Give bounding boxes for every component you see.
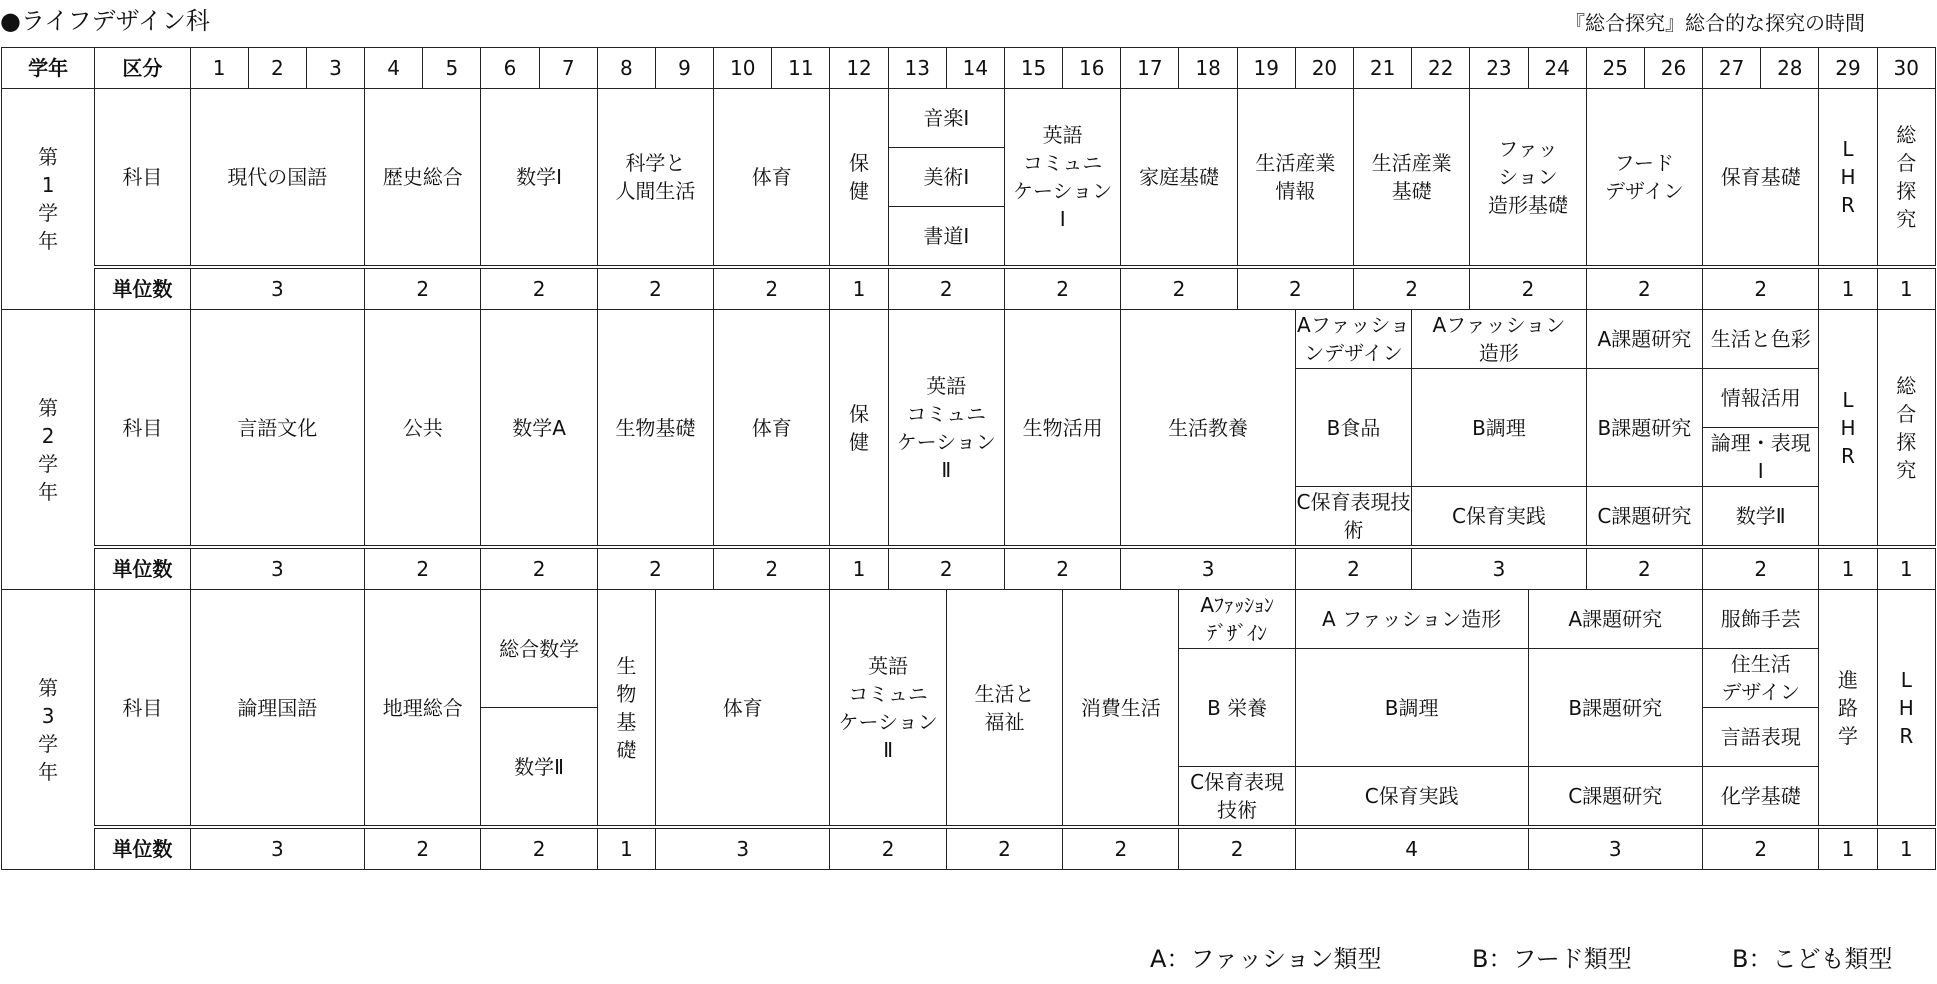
unit-value: 3 bbox=[1121, 547, 1296, 590]
unit-value: 1 bbox=[830, 267, 888, 310]
subject-cell: 数学Ⅱ bbox=[1703, 487, 1819, 548]
col-number: 19 bbox=[1237, 48, 1295, 89]
unit-value: 2 bbox=[714, 547, 830, 590]
subject-cell: 書道Ⅰ bbox=[888, 207, 1004, 268]
unit-value: 2 bbox=[365, 547, 481, 590]
unit-value: 2 bbox=[365, 827, 481, 870]
subject-cell: C保育表現技 術 bbox=[1295, 487, 1411, 548]
subject-cell: C課題研究 bbox=[1586, 487, 1702, 548]
unit-value: 2 bbox=[1703, 267, 1819, 310]
legend-b: B：フード類型 bbox=[1472, 945, 1632, 973]
subject-cell: 数学A bbox=[481, 310, 597, 548]
col-number: 11 bbox=[772, 48, 830, 89]
subject-cell: C保育実践 bbox=[1295, 767, 1528, 828]
subject-cell: 総 合 探 究 bbox=[1877, 310, 1935, 548]
col-number: 10 bbox=[714, 48, 772, 89]
subject-cell: B 栄養 bbox=[1179, 649, 1295, 767]
subject-cell: 生 物 基 礎 bbox=[597, 590, 655, 828]
legend-c: B：こども類型 bbox=[1732, 945, 1893, 973]
unit-value: 2 bbox=[481, 267, 597, 310]
subject-cell: 情報活用 bbox=[1703, 369, 1819, 428]
subject-cell: L H R bbox=[1819, 310, 1877, 548]
subject-cell: 保 健 bbox=[830, 89, 888, 268]
unit-value: 2 bbox=[597, 267, 713, 310]
unit-value: 2 bbox=[1295, 547, 1411, 590]
subject-cell: C保育実践 bbox=[1412, 487, 1587, 548]
units-label: 単位数 bbox=[95, 267, 190, 310]
subject-cell: A課題研究 bbox=[1586, 310, 1702, 369]
subject-cell: Aファッション 造形 bbox=[1412, 310, 1587, 369]
col-number: 3 bbox=[306, 48, 364, 89]
unit-value: 2 bbox=[365, 267, 481, 310]
page-title: ●ライフデザイン科 bbox=[0, 7, 210, 35]
unit-value: 2 bbox=[888, 547, 1004, 590]
subject-cell: B調理 bbox=[1295, 649, 1528, 767]
subject-cell: 英語 コミュニ ケーション Ⅱ bbox=[888, 310, 1004, 548]
subject-cell: 進 路 学 bbox=[1819, 590, 1877, 828]
legend-a: A：ファッション類型 bbox=[1150, 945, 1382, 973]
subject-cell: 住生活 デザイン bbox=[1703, 649, 1819, 708]
unit-value: 3 bbox=[1412, 547, 1587, 590]
legend-footer bbox=[1150, 944, 1910, 974]
col-number: 16 bbox=[1063, 48, 1121, 89]
subject-cell: 言語表現 bbox=[1703, 708, 1819, 767]
header-note: 『総合探究』総合的な探究の時間 bbox=[1565, 11, 1865, 35]
col-number: 6 bbox=[481, 48, 539, 89]
unit-value: 1 bbox=[830, 547, 888, 590]
col-number: 22 bbox=[1412, 48, 1470, 89]
col-number: 24 bbox=[1528, 48, 1586, 89]
subject-label: 科目 bbox=[95, 590, 190, 828]
subject-cell: C課題研究 bbox=[1528, 767, 1703, 828]
unit-value: 2 bbox=[481, 547, 597, 590]
subject-cell: B食品 bbox=[1295, 369, 1411, 487]
unit-value: 2 bbox=[1063, 827, 1179, 870]
unit-value: 2 bbox=[1586, 547, 1702, 590]
col-number: 21 bbox=[1354, 48, 1412, 89]
col-number: 28 bbox=[1761, 48, 1819, 89]
subject-cell: 英語 コミュニ ケーション Ⅱ bbox=[830, 590, 946, 828]
unit-value: 3 bbox=[1528, 827, 1703, 870]
unit-value: 2 bbox=[1470, 267, 1586, 310]
subject-cell: 公共 bbox=[365, 310, 481, 548]
subject-cell: ファッ ション 造形基礎 bbox=[1470, 89, 1586, 268]
section-header: 区分 bbox=[95, 48, 190, 89]
subject-cell: L H R bbox=[1819, 89, 1877, 268]
subject-cell: 体育 bbox=[655, 590, 830, 828]
col-number: 27 bbox=[1703, 48, 1761, 89]
subject-cell: B調理 bbox=[1412, 369, 1587, 487]
subject-label: 科目 bbox=[95, 310, 190, 548]
col-number: 15 bbox=[1004, 48, 1062, 89]
subject-cell: 科学と 人間生活 bbox=[597, 89, 713, 268]
subject-cell: 論理・表現 Ⅰ bbox=[1703, 428, 1819, 487]
unit-value: 1 bbox=[1819, 827, 1877, 870]
unit-value: 2 bbox=[481, 827, 597, 870]
col-number: 8 bbox=[597, 48, 655, 89]
col-number: 2 bbox=[248, 48, 306, 89]
unit-value: 1 bbox=[1877, 267, 1935, 310]
col-number: 29 bbox=[1819, 48, 1877, 89]
unit-value: 3 bbox=[655, 827, 830, 870]
subject-cell: B課題研究 bbox=[1586, 369, 1702, 487]
curriculum-table bbox=[1, 47, 1936, 870]
subject-cell: L H R bbox=[1877, 590, 1935, 828]
subject-cell: 歴史総合 bbox=[365, 89, 481, 268]
subject-cell: Aﾌｧｯｼｮﾝ ﾃﾞｻﾞｲﾝ bbox=[1179, 590, 1295, 649]
subject-cell: 生物基礎 bbox=[597, 310, 713, 548]
grade3-label: 第 3 学 年 bbox=[2, 590, 95, 870]
col-number: 13 bbox=[888, 48, 946, 89]
col-number: 18 bbox=[1179, 48, 1237, 89]
col-number: 30 bbox=[1877, 48, 1935, 89]
col-number: 5 bbox=[423, 48, 481, 89]
unit-value: 4 bbox=[1295, 827, 1528, 870]
col-number: 23 bbox=[1470, 48, 1528, 89]
grade1-units-row bbox=[2, 267, 1936, 310]
col-number: 4 bbox=[365, 48, 423, 89]
subject-cell: 数学Ⅰ bbox=[481, 89, 597, 268]
subject-cell: 総 合 探 究 bbox=[1877, 89, 1935, 268]
unit-value: 1 bbox=[597, 827, 655, 870]
unit-value: 2 bbox=[1703, 827, 1819, 870]
grade1-row bbox=[2, 89, 1936, 148]
subject-label: 科目 bbox=[95, 89, 190, 268]
grade2-label: 第 2 学 年 bbox=[2, 310, 95, 590]
unit-value: 1 bbox=[1819, 547, 1877, 590]
subject-cell: フード デザイン bbox=[1586, 89, 1702, 268]
subject-cell: A課題研究 bbox=[1528, 590, 1703, 649]
unit-value: 2 bbox=[1179, 827, 1295, 870]
unit-value: 2 bbox=[1004, 547, 1120, 590]
units-label: 単位数 bbox=[95, 827, 190, 870]
col-number: 25 bbox=[1586, 48, 1644, 89]
subject-cell: A ファッション造形 bbox=[1295, 590, 1528, 649]
unit-value: 1 bbox=[1819, 267, 1877, 310]
unit-value: 2 bbox=[1586, 267, 1702, 310]
subject-cell: 保 健 bbox=[830, 310, 888, 548]
col-number: 7 bbox=[539, 48, 597, 89]
col-number: 26 bbox=[1644, 48, 1702, 89]
unit-value: 2 bbox=[830, 827, 946, 870]
col-number: 1 bbox=[190, 48, 248, 89]
unit-value: 2 bbox=[946, 827, 1062, 870]
subject-cell: 体育 bbox=[714, 89, 830, 268]
grade1-label: 第 1 学 年 bbox=[2, 89, 95, 310]
subject-cell: Aファッショ ンデザイン bbox=[1295, 310, 1411, 369]
subject-cell: 生活と 福祉 bbox=[946, 590, 1062, 828]
unit-value: 3 bbox=[190, 827, 365, 870]
unit-value: 2 bbox=[888, 267, 1004, 310]
unit-value: 2 bbox=[714, 267, 830, 310]
subject-cell: 保育基礎 bbox=[1703, 89, 1819, 268]
subject-cell: 服飾手芸 bbox=[1703, 590, 1819, 649]
grade2-row bbox=[2, 310, 1936, 369]
subject-cell: 家庭基礎 bbox=[1121, 89, 1237, 268]
unit-value: 2 bbox=[1703, 547, 1819, 590]
subject-cell: 数学Ⅱ bbox=[481, 708, 597, 828]
unit-value: 1 bbox=[1877, 547, 1935, 590]
subject-cell: B課題研究 bbox=[1528, 649, 1703, 767]
grade-header: 学年 bbox=[2, 48, 95, 89]
unit-value: 2 bbox=[597, 547, 713, 590]
grade3-units-row bbox=[2, 827, 1936, 870]
col-number: 12 bbox=[830, 48, 888, 89]
unit-value: 1 bbox=[1877, 827, 1935, 870]
col-number: 14 bbox=[946, 48, 1004, 89]
grade3-row bbox=[2, 590, 1936, 649]
header-row bbox=[2, 48, 1936, 89]
subject-cell: 地理総合 bbox=[365, 590, 481, 828]
subject-cell: C保育表現 技術 bbox=[1179, 767, 1295, 828]
subject-cell: 英語 コミュニ ケーション Ⅰ bbox=[1004, 89, 1120, 268]
unit-value: 2 bbox=[1121, 267, 1237, 310]
subject-cell: 言語文化 bbox=[190, 310, 365, 548]
subject-cell: 体育 bbox=[714, 310, 830, 548]
subject-cell: 現代の国語 bbox=[190, 89, 365, 268]
col-number: 9 bbox=[655, 48, 713, 89]
grade2-units-row bbox=[2, 547, 1936, 590]
unit-value: 2 bbox=[1004, 267, 1120, 310]
subject-cell: 論理国語 bbox=[190, 590, 365, 828]
unit-value: 2 bbox=[1354, 267, 1470, 310]
col-number: 20 bbox=[1295, 48, 1353, 89]
col-number: 17 bbox=[1121, 48, 1179, 89]
unit-value: 3 bbox=[190, 267, 365, 310]
subject-cell: 生活産業 情報 bbox=[1237, 89, 1353, 268]
subject-cell: 総合数学 bbox=[481, 590, 597, 708]
unit-value: 3 bbox=[190, 547, 365, 590]
subject-cell: 音楽Ⅰ bbox=[888, 89, 1004, 148]
subject-cell: 生活教養 bbox=[1121, 310, 1296, 548]
subject-cell: 化学基礎 bbox=[1703, 767, 1819, 828]
subject-cell: 生物活用 bbox=[1004, 310, 1120, 548]
unit-value: 2 bbox=[1237, 267, 1353, 310]
units-label: 単位数 bbox=[95, 547, 190, 590]
subject-cell: 消費生活 bbox=[1063, 590, 1179, 828]
subject-cell: 美術Ⅰ bbox=[888, 148, 1004, 207]
subject-cell: 生活産業 基礎 bbox=[1354, 89, 1470, 268]
subject-cell: 生活と色彩 bbox=[1703, 310, 1819, 369]
